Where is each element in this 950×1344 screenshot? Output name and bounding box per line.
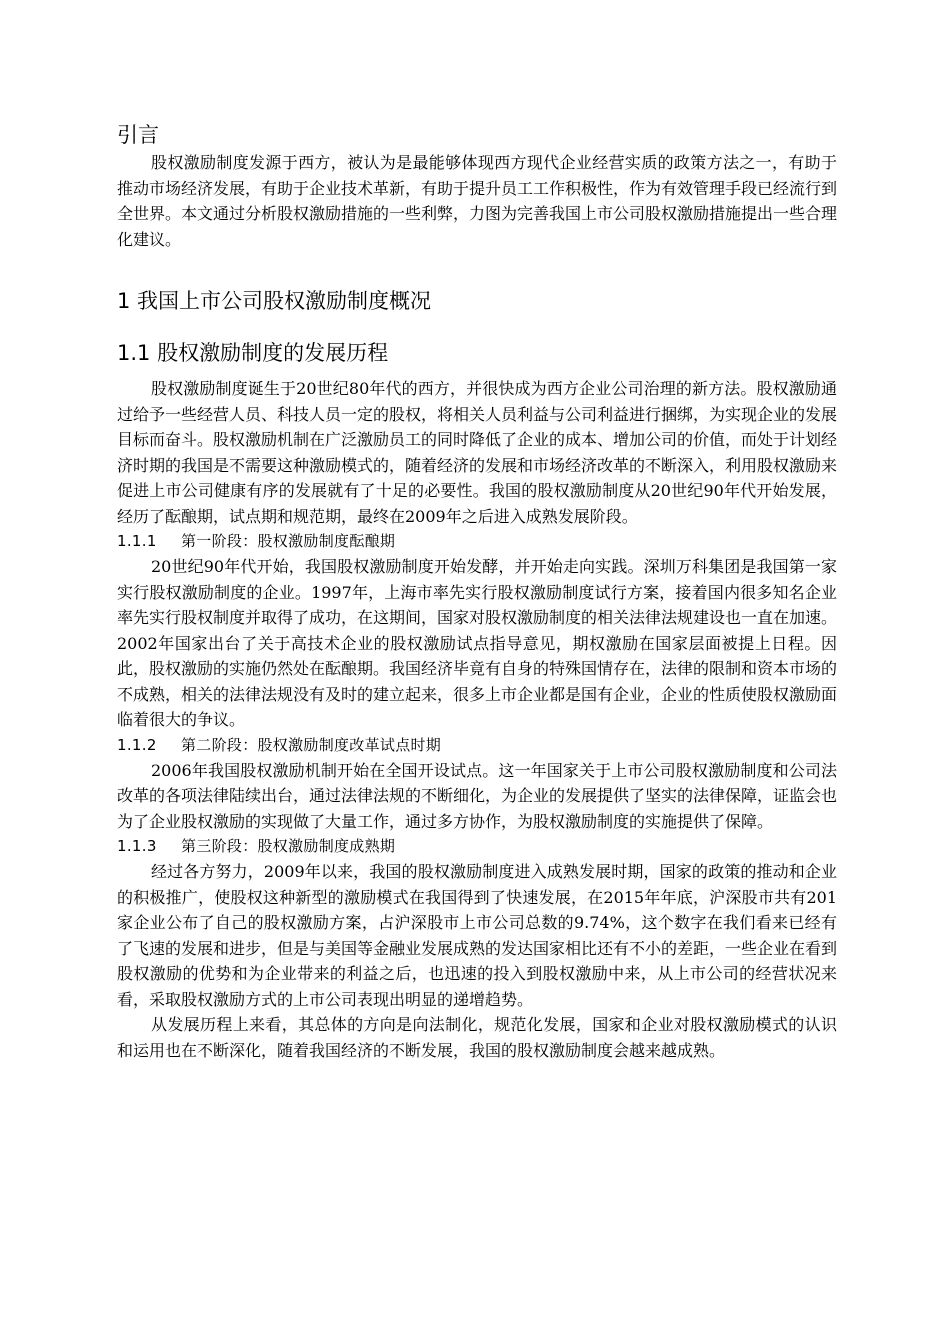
section-number: 1.1.3 (117, 837, 157, 855)
section-1-1-1-paragraph: 20世纪90年代开始，我国股权激励制度开始发酵，并开始走向实践。深圳万科集团是我国第一家实行股权激励制度的企业。1997年，上海市率先实行股权激励制度试行方案，接着国内很多知名企业率先实行股权制度并取得了成功，在这期间，国家对股权激励制度的相关法律法规建设也一直在加速。2002年国家出台了关于高技术企业的股权激励试点指导意见，期权激励在国家层面被提上日程。因此，股权激励的实施仍然处在酝酿期。我国经济毕竟有自身的特殊国情存在，法律的限制和资本市场的不成熟，相关的法律法规没有及时的建立起来，很多上市企业都是国有企业，企业的性质使股权激励面临着很大的争议。 (117, 557, 838, 729)
section-title: 第二阶段：股权激励制度改革试点时期 (181, 735, 442, 754)
intro-paragraph: 股权激励制度发源于西方，被认为是最能够体现西方现代企业经营实质的政策方法之一，有助于推动市场经济发展，有助于企业技术革新，有助于提升员工工作积极性，作为有效管理手段已经流行到全世界。本文通过分析股权激励措施的一些利弊，力图为完善我国上市公司股权激励措施提出一些合理化建议。 (117, 153, 838, 249)
section-1-1-2-paragraph: 2006年我国股权激励机制开始在全国开设试点。这一年国家关于上市公司股权激励制度和公司法改革的各项法律陆续出台，通过法律法规的不断细化，为企业的发展提供了坚实的法律保障，证监会也为了企业股权激励的实现做了大量工作，通过多方协作，为股权激励制度的实施提供了保障。 (117, 760, 838, 831)
document-page (117, 120, 837, 1063)
section-1-1-3-paragraph-2: 从发展历程上来看，其总体的方向是向法制化，规范化发展，国家和企业对股权激励模式的认识和运用也在不断深化，随着我国经济的不断发展，我国的股权激励制度会越来越成熟。 (117, 1015, 837, 1060)
section-1-1-3-heading (117, 834, 837, 859)
chapter-1-heading: 1 我国上市公司股权激励制度概况 (117, 289, 432, 313)
section-1-1-2-heading (117, 733, 837, 758)
section-title: 第三阶段：股权激励制度成熟期 (181, 837, 396, 855)
section-1-1-1-heading (117, 529, 837, 554)
section-1-1-3-paragraph: 经过各方努力，2009年以来，我国的股权激励制度进入成熟发展时期，国家的政策的推动和企业的积极推广，使股权这种新型的激励模式在我国得到了快速发展，在2015年年底，沪深股市共有201家企业公布了自己的股权激励方案，占沪深股市上市公司总数的9.74%，这个数字在我们看来已经有了飞速的发展和进步，但是与美国等金融业发展成熟的发达国家相比还有不小的差距，一些企业在看到股权激励的优势和为企业带来的利益之后，也迅速的投入到股权激励中来，从上市公司的经营状况来看，采取股权激励方式的上市公司表现出明显的递增趋势。 (117, 862, 838, 1009)
section-title: 第一阶段：股权激励制度酝酿期 (181, 532, 396, 550)
intro-heading: 引言 (117, 123, 159, 147)
section-1-1-paragraph: 股权激励制度诞生于20世纪80年代的西方，并很快成为西方企业公司治理的新方法。股权激励通过给予一些经营人员、科技人员一定的股权，将相关人员利益与公司利益进行捆绑，为实现企业的发展目标而奋斗。股权激励机制在广泛激励员工的同时降低了企业的成本、增加公司的价值，而处于计划经济时期的我国是不需要这种激励模式的，随着经济的发展和市场经济改革的不断深入，利用股权激励来促进上市公司健康有序的发展就有了十足的必要性。我国的股权激励制度从20世纪90年代开始发展，经历了酝酿期，试点期和规范期，最终在2009年之后进入成熟发展阶段。 (117, 379, 838, 526)
section-1-1-heading: 1.1 股权激励制度的发展历程 (117, 341, 389, 365)
section-number: 1.1.1 (117, 532, 157, 550)
section-number: 1.1.2 (117, 735, 157, 754)
